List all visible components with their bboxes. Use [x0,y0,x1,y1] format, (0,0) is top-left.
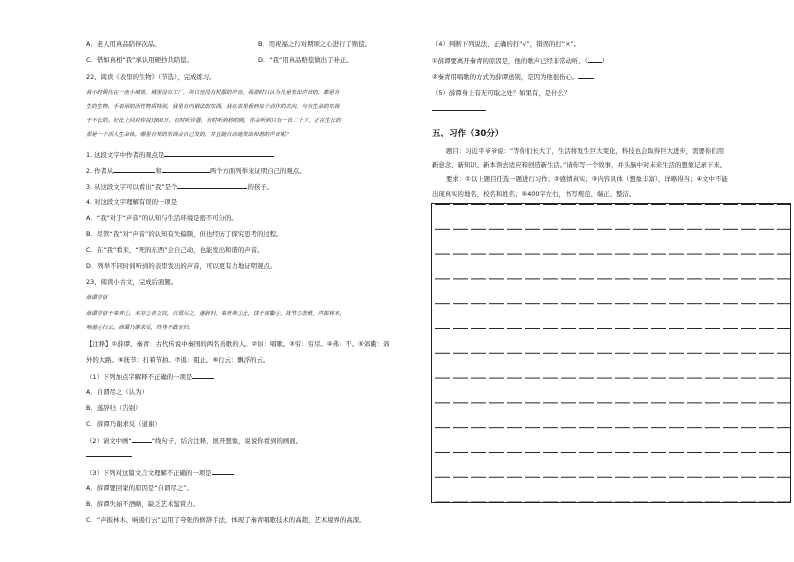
classical-title: 薛谭学讴 [86,295,108,301]
annotation: 外的大路。⑥抚节：打着节拍。⑦遏：阻止。⑧行云：飘浮的云。 [86,356,270,364]
writing-requirements: 出现真实的地名，校名和姓名；⑤400字左右，书写规范、端正、整洁。 [432,190,636,198]
question-23: 23、阅读小古文，完成后面题。 [86,278,178,286]
sub-question-5: （5）薛谭身上有无可取之处？如果有，是什么？ [432,89,571,97]
sub-question-text: （1）下列加点字解释不正确的一项是 [86,373,193,381]
answer-blank[interactable] [113,166,155,173]
passage-line: 于不长的。好比上回对你说过60万，有时听诊器，有时听到秒的刚，你会听到只有一百二十下，正在生长的 [86,118,341,124]
annotation: 【注释】①薛谭、秦青：古代传说中秦国的两名善歌的人。②讴：唱歌。③穷：穷尽。④弗：不。⑤郊衢：郊 [86,340,390,348]
option-c: C．薛谭乃谢求反（道谢） [86,420,161,428]
option-d: D．“我”用真品赔偿做出了补正。 [258,56,353,64]
option-c: C．“声振林木，响遏行云”运用了夸张的修辞手法，体现了秦青唱歌技术的高超，艺术境界的高深。 [86,516,366,524]
passage-line: 我小时候住在一座小城里，城里没有工厂，所以也没有机器的声音。我那时只认为凡是发出声音的，都是有 [86,90,340,96]
answer-blank[interactable] [588,56,602,63]
answer-line[interactable] [86,450,132,459]
option-a: A．薛谭要回家的原因是“自谓尽之”。 [86,484,193,492]
judgement-1: ①薛谭要离开秦青的原因是，他的歌声已经非常动听。（ ） [432,57,609,65]
sub-question-text: 1. 这段文字中作者的观点是 [86,151,165,159]
answer-blank[interactable] [164,150,274,157]
sub-question-text: 的孩子。 [247,183,273,191]
option-a: A．自谓尽之（认为） [86,388,148,396]
composition-grid[interactable] [431,203,791,503]
answer-blank[interactable] [177,182,247,189]
option-a: A．“我”对于“声音”的认知与生活环境是密不可分的。 [86,214,238,222]
passage-line: 那是一个活人生命体。哪里有死的东西会自己发的，并且随自动地发出和谐的声音呢？ [86,132,291,138]
sub-question-text: 2. 作者从 [86,167,114,175]
sub-question-text: （3）下列对这篇文言文理解不正确的一项是 [86,469,212,477]
option-b: B．尽管“我”对“声音”的认知有失偏颇，但也经历了探究思考的过程。 [86,230,283,238]
option-b: B．遂辞归（告别） [86,404,142,412]
sub-question-1 [86,372,214,381]
answer-blank[interactable] [192,372,214,379]
classical-text: 响遏⑥行云。薛谭乃谢求反，终身不敢言归。 [86,325,194,331]
section-heading: 五、习作（30分） [432,129,504,139]
sub-question-1 [86,150,274,159]
answer-blank[interactable] [212,468,234,475]
question-22: 22、阅读《表里的生物》（节选），完成练习。 [86,73,216,81]
answer-blank[interactable] [162,166,210,173]
option-d: D．列举不同时间听到的表里发出的声音，可以更有力地证明观点。 [86,262,277,270]
sub-question-2 [86,436,302,445]
sub-question-text: 和 [155,167,162,175]
option-c: C．在“我”看来，“死的东西”会自己动，也能发出和谐的声音。 [86,246,264,254]
option-b: B．薛谭失始不酒略，缺乏艺术鉴赏力。 [86,500,200,508]
option-a: A．老人用真品陪伴次品。 [86,40,161,48]
sub-question-text: （2）请文中画“ [86,437,132,445]
judgement-text: ①薛谭要离开秦青的原因是，他的歌声已经非常动听。 [432,57,585,65]
writing-requirements: 要求：①以上题目任选一题进行习作；②感情真实；③内容具体（想象丰富），详略得当；④文中不能 [446,175,728,183]
judgement-2 [432,72,594,81]
writing-prompt: 新意念、新知识、新本领去适应和创造新生活。”请你写一个故事，并头脑中对未来生活的想象记录下来。 [432,161,727,169]
judgement-text: ②秦青用唱歌的方式为薛谭送别，是因为他很伤心。 [432,73,579,81]
option-c: C．借如真相“我”承认用硬抄共陪偿。 [86,56,193,64]
sub-question-text: 两个方面列举来证明自己的观点。 [209,167,306,175]
sub-question-4: （4）判断下列说法，正确的打“√”，错误的打“×”。 [432,40,581,48]
answer-blank[interactable] [578,72,594,79]
answer-blank [132,436,152,443]
sub-question-2 [86,166,306,175]
answer-line[interactable] [432,104,486,113]
option-b: B．用祝福之行对期颂之心进行了赔偿。 [258,40,372,48]
sub-question-4: 4. 对这段文字理解有误的一项是 [86,198,178,206]
sub-question-3 [86,468,234,477]
classical-text: 薛谭学讴于秦青①，未穷②青之技，自谓尽之，遂辞归。秦青弗③止，饯于郊衢④，抚节⑤悲歌，声振林木， [86,311,345,317]
sub-question-3 [86,182,273,191]
sub-question-text: 3. 从这段文字可以看出“我”是个 [86,183,178,191]
writing-prompt: 题目：习近平爷爷说：“等你们长大了，生活将发生巨大变化，科技也会取得巨大进步，需要你们用 [446,147,725,155]
sub-question-text: ”线句子，结合注释，展开想象，说说你看到的画面。 [151,437,303,445]
passage-line: 生的生物。手表用的活性物质特别，我里有内钢法的东西，我在表里看到每个动作的去向，与有生命的东西 [86,104,340,110]
